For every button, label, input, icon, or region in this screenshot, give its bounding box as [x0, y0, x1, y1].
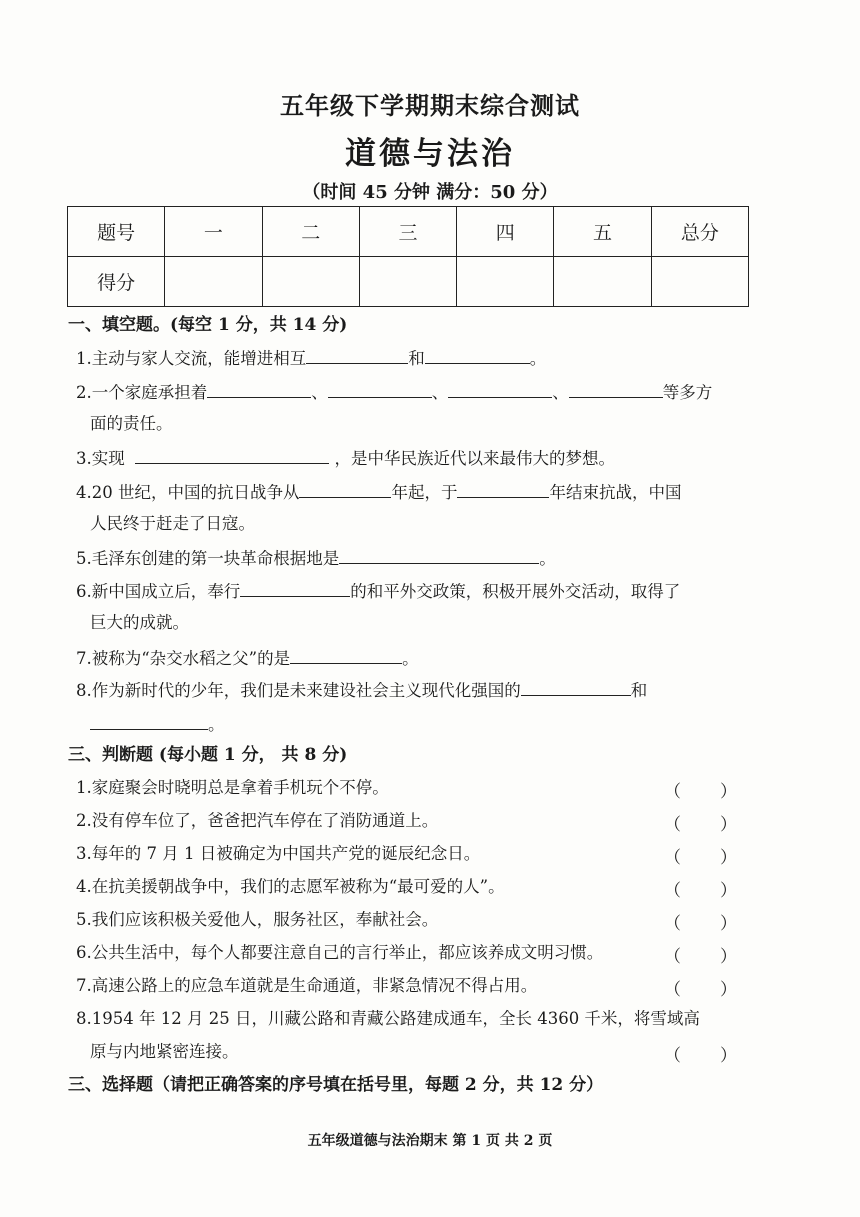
q6-blank-1[interactable]: [240, 579, 350, 597]
judge-8-paren-open[interactable]: （: [664, 1046, 681, 1066]
exam-title-grade: 五年级下学期期末综合测试: [280, 91, 580, 120]
fill-question-2-cont: 面的责任。: [90, 414, 173, 433]
exam-title-subject: 道德与法治: [345, 136, 515, 172]
judge-1-paren-close: ）: [720, 782, 737, 802]
q8-blank-1[interactable]: [521, 678, 631, 696]
q2-text-a: 2.一个家庭承担着: [76, 383, 208, 402]
q8-text-a: 8.作为新时代的少年，我们是未来建设社会主义现代化强国的: [76, 681, 521, 700]
header-cell-3: 三: [359, 207, 456, 257]
q2-blank-3[interactable]: [448, 380, 552, 398]
fill-question-2: [76, 380, 712, 404]
score-label-cell: 得分: [68, 257, 165, 307]
q5-text-b: 。: [539, 549, 556, 568]
judge-5-paren-close: ）: [720, 914, 737, 934]
q8-text-b: 和: [630, 681, 648, 700]
q6-text-b: 的和平外交政策，积极开展外交活动，取得了: [350, 582, 681, 601]
q2-sep-2: 、: [431, 383, 449, 402]
judge-question-5: 5.我们应该积极关爱他人，服务社区，奉献社会。: [76, 910, 439, 929]
fill-question-8: [76, 678, 647, 702]
q3-text-a: 3.实现: [76, 449, 125, 468]
judge-7-paren-open[interactable]: （: [664, 980, 681, 1000]
fill-question-3: [76, 446, 615, 470]
q2-text-b: 等多方: [662, 383, 713, 402]
page-footer: 五年级道德与法治期末 第 1 页 共 2 页: [307, 1133, 553, 1149]
q7-blank-1[interactable]: [290, 646, 402, 664]
judge-4-paren-open[interactable]: （: [664, 881, 681, 901]
score-table-score-row: [68, 257, 749, 307]
q5-text-a: 5.毛泽东创建的第一块革命根据地是: [76, 549, 340, 568]
q7-text-b: 。: [402, 649, 419, 668]
q1-blank-1[interactable]: [306, 346, 408, 364]
q2-blank-2[interactable]: [328, 380, 432, 398]
judge-8-paren-close: ）: [720, 1046, 737, 1066]
judge-question-6: 6.公共生活中，每个人都要注意自己的言行举止，都应该养成文明习惯。: [76, 943, 604, 962]
q1-text-b: 和: [408, 349, 425, 368]
score-table: [67, 206, 749, 307]
section1-title: 一、填空题。(每空 1 分，共 14 分): [68, 315, 348, 335]
q2-sep-3: 、: [552, 383, 569, 402]
score-cell-3[interactable]: [359, 257, 456, 307]
q4-text-a: 4.20 世纪，中国的抗日战争从: [76, 483, 300, 502]
fill-question-6: [76, 579, 680, 603]
header-cell-1: 一: [165, 207, 262, 257]
fill-question-6-cont: 巨大的成就。: [90, 613, 189, 632]
q4-blank-1[interactable]: [299, 480, 391, 498]
score-cell-1[interactable]: [165, 257, 262, 307]
judge-6-paren-open[interactable]: （: [664, 947, 681, 967]
section2-title: 三、判断题 (每小题 1 分， 共 8 分): [68, 745, 348, 765]
judge-question-1: 1.家庭聚会时晓明总是拿着手机玩个不停。: [76, 778, 389, 797]
judge-question-2: 2.没有停车位了，爸爸把汽车停在了消防通道上。: [76, 811, 439, 830]
fill-question-1: [76, 346, 546, 370]
header-cell-4: 四: [457, 207, 554, 257]
judge-question-7: 7.高速公路上的应急车道就是生命通道，非紧急情况不得占用。: [76, 976, 538, 995]
header-cell-total: 总分: [651, 207, 748, 257]
judge-5-paren-open[interactable]: （: [664, 914, 681, 934]
fill-question-8-cont: [90, 712, 225, 736]
score-table-header-row: [68, 207, 749, 257]
q1-text-a: 1.主动与家人交流，能增进相互: [76, 349, 307, 368]
judge-4-paren-close: ）: [720, 881, 737, 901]
q4-blank-2[interactable]: [457, 480, 549, 498]
header-cell-5: 五: [554, 207, 651, 257]
judge-2-paren-close: ）: [720, 815, 737, 835]
judge-question-8-cont: 原与内地紧密连接。: [90, 1042, 239, 1061]
score-cell-2[interactable]: [262, 257, 359, 307]
score-cell-4[interactable]: [457, 257, 554, 307]
q1-blank-2[interactable]: [425, 346, 530, 364]
q4-text-b: 年起，于: [391, 483, 458, 502]
header-cell-question-no: 题号: [68, 207, 165, 257]
q2-blank-4[interactable]: [569, 380, 663, 398]
fill-question-4: [76, 480, 681, 504]
judge-1-paren-open[interactable]: （: [664, 782, 681, 802]
fill-question-7: [76, 646, 419, 670]
judge-3-paren-close: ）: [720, 848, 737, 868]
fill-question-5: [76, 546, 556, 570]
q2-sep-1: 、: [311, 383, 328, 402]
score-cell-total[interactable]: [651, 257, 748, 307]
judge-question-4: 4.在抗美援朝战争中，我们的志愿军被称为“最可爱的人”。: [76, 877, 505, 896]
judge-7-paren-close: ）: [720, 980, 737, 1000]
q8-text-end: 。: [208, 715, 225, 734]
judge-6-paren-close: ）: [720, 947, 737, 967]
header-cell-2: 二: [262, 207, 359, 257]
q2-blank-1[interactable]: [207, 380, 311, 398]
q4-text-c: 年结束抗战，中国: [549, 483, 682, 502]
q3-blank-1[interactable]: [135, 446, 329, 464]
judge-question-3: 3.每年的 7 月 1 日被确定为中国共产党的诞辰纪念日。: [76, 844, 481, 863]
q3-text-b: ，是中华民族近代以来最伟大的梦想。: [334, 449, 615, 468]
fill-question-4-cont: 人民终于赶走了日寇。: [90, 514, 255, 533]
section3-title: 三、选择题（请把正确答案的序号填在括号里，每题 2 分，共 12 分）: [68, 1075, 604, 1095]
q1-text-c: 。: [529, 349, 547, 368]
q6-text-a: 6.新中国成立后，奉行: [76, 582, 241, 601]
judge-question-8: 8.1954 年 12 月 25 日，川藏公路和青藏公路建成通车，全长 4360 千米，将雪域高: [76, 1009, 700, 1028]
q5-blank-1[interactable]: [339, 546, 539, 564]
exam-time-info: （时间 45 分钟 满分：50 分）: [302, 182, 558, 203]
judge-3-paren-open[interactable]: （: [664, 848, 681, 868]
q8-blank-2[interactable]: [90, 712, 208, 730]
q7-text-a: 7.被称为“杂交水稻之父”的是: [76, 649, 291, 668]
judge-2-paren-open[interactable]: （: [664, 815, 681, 835]
score-cell-5[interactable]: [554, 257, 651, 307]
